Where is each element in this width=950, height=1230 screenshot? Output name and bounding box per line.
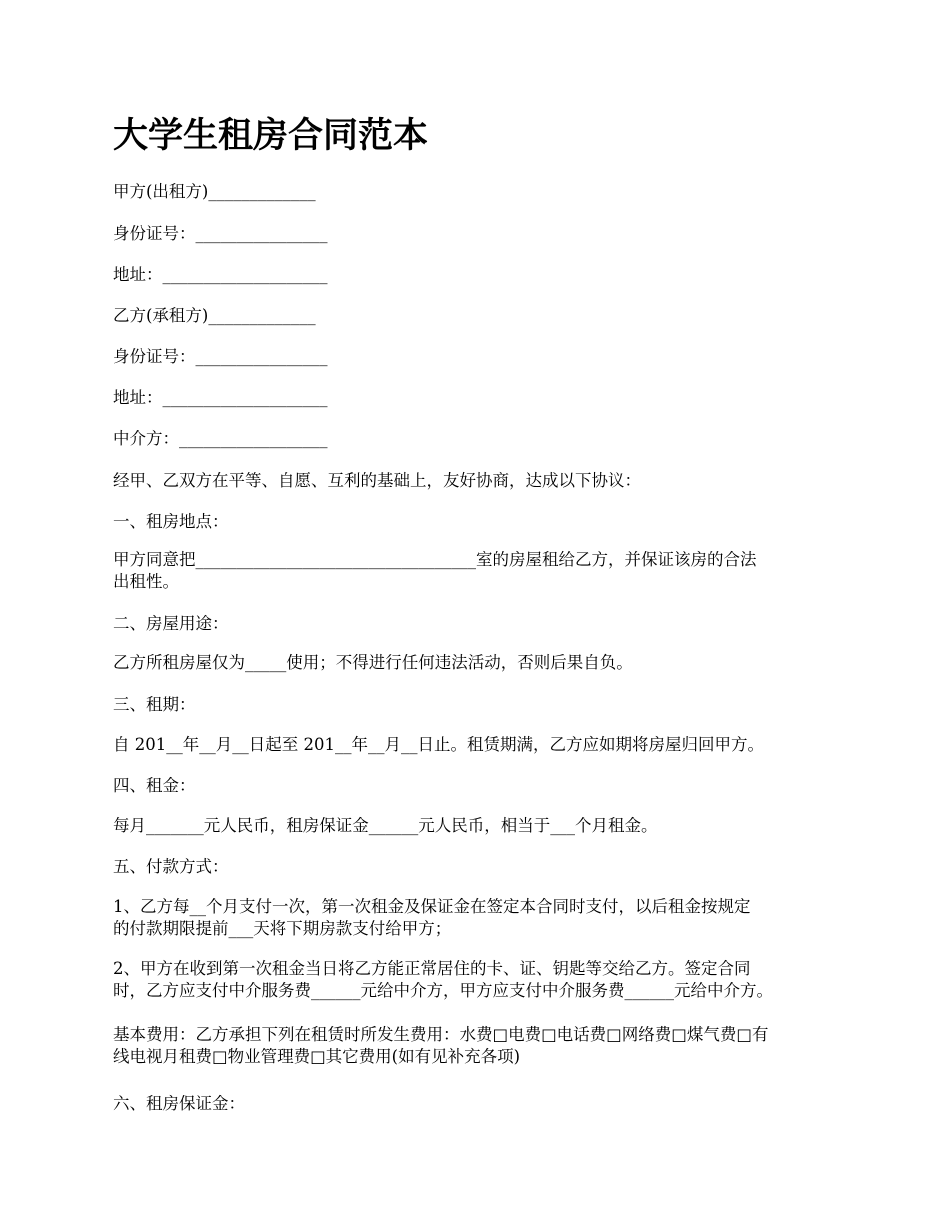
party-a-id-line: 身份证号：________________ [113, 224, 328, 243]
section-1-line-2: 出租性。 [113, 572, 179, 591]
section-5-item-2-line-1: 2、甲方在收到第一次租金当日将乙方能正常居住的卡、证、钥匙等交给乙方。签定合同 [113, 959, 751, 978]
section-1-line-1: 甲方同意把__________________________________室的房屋租给乙方，并保证该房的合法 [113, 550, 757, 569]
section-6-heading: 六、租房保证金： [113, 1094, 245, 1113]
party-b-line: 乙方(承租方)_____________ [113, 306, 316, 325]
party-b-address-line: 地址：____________________ [113, 388, 328, 407]
party-a-line: 甲方(出租方)_____________ [113, 182, 316, 201]
section-4-heading: 四、租金： [113, 776, 196, 795]
basic-fees-line-2: 线电视月租费□物业管理费□其它费用(如有见补充各项) [113, 1047, 521, 1066]
document-title: 大学生租房合同范本 [113, 115, 429, 156]
basic-fees-paragraph [113, 1024, 853, 1068]
section-5-item-1 [113, 896, 853, 940]
section-2-heading: 二、房屋用途： [113, 614, 229, 633]
section-5-heading: 五、付款方式： [113, 857, 229, 876]
preamble-paragraph: 经甲、乙双方在平等、自愿、互利的基础上，友好协商，达成以下协议： [113, 471, 641, 490]
section-1-heading: 一、租房地点： [113, 512, 229, 531]
section-3-heading: 三、租期： [113, 695, 196, 714]
section-5-item-2-line-2: 时，乙方应支付中介服务费______元给中介方，甲方应支付中介服务费______元给中介方。 [113, 981, 773, 1000]
section-4-paragraph: 每月_______元人民币，租房保证金______元人民币，相当于___个月租金。 [113, 816, 658, 835]
agent-line: 中介方：__________________ [113, 429, 328, 448]
party-b-id-line: 身份证号：________________ [113, 347, 328, 366]
section-2-paragraph: 乙方所租房屋仅为_____使用；不得进行任何违法活动，否则后果自负。 [113, 653, 633, 672]
section-5-item-1-line-2: 的付款期限提前___天将下期房款支付给甲方； [113, 919, 452, 938]
section-5-item-1-line-1: 1、乙方每__个月支付一次，第一次租金及保证金在签定本合同时支付，以后租金按规定 [113, 897, 751, 916]
basic-fees-line-1: 基本费用：乙方承担下列在租赁时所发生费用：水费□电费□电话费□网络费□煤气费□有 [113, 1025, 769, 1044]
section-5-item-2 [113, 958, 853, 1002]
section-1-paragraph [113, 549, 853, 593]
section-3-paragraph: 自 201__年__月__日起至 201__年__月__日止。租赁期满，乙方应如期将房屋归回甲方。 [113, 735, 764, 754]
party-a-address-line: 地址：____________________ [113, 265, 328, 284]
